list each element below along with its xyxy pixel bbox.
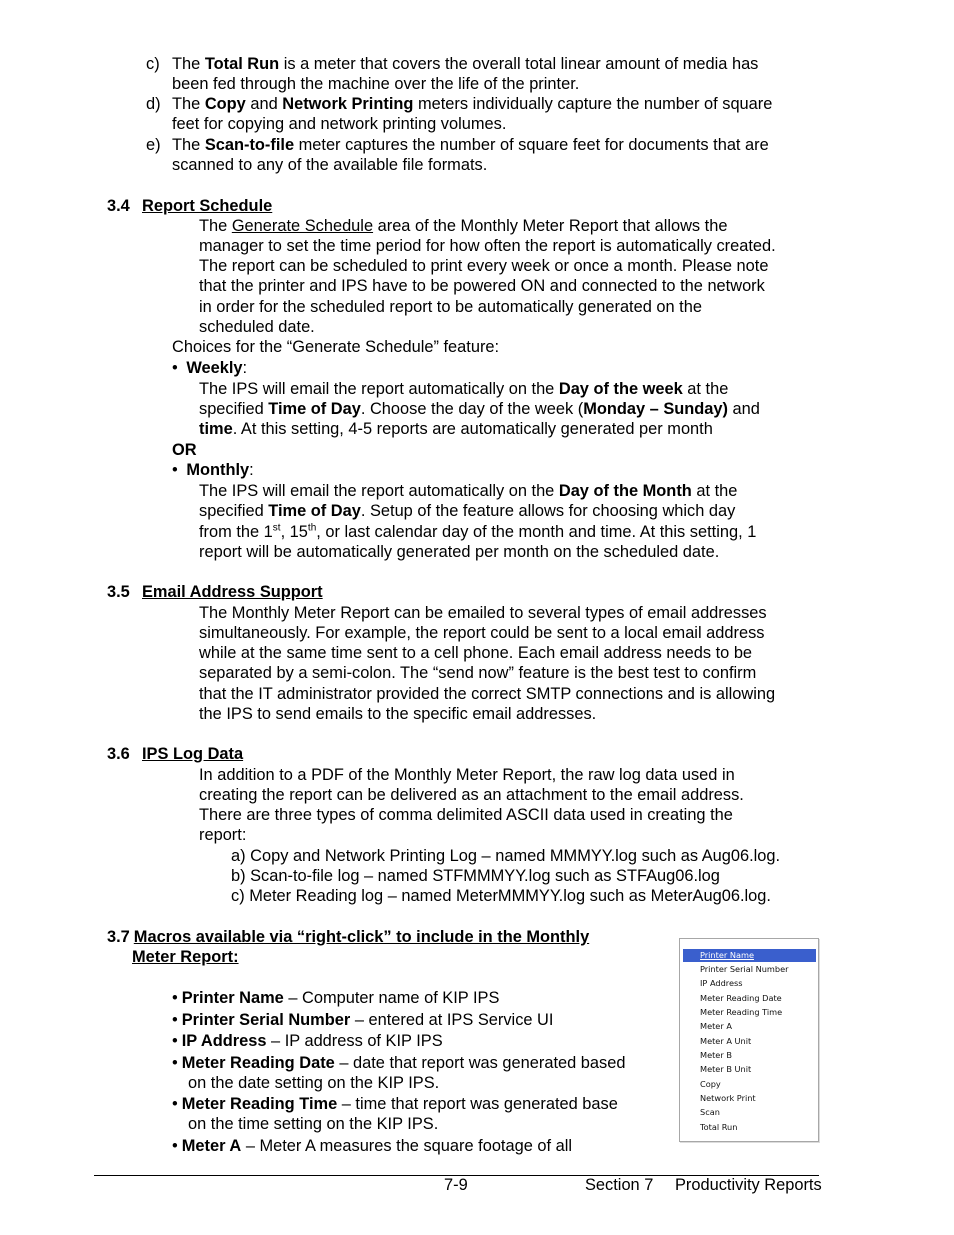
paragraph-line: simultaneously. For example, the report could be sent to a local email address	[199, 624, 765, 642]
paragraph-line: that the printer and IPS have to be powered ON and connected to the network	[199, 277, 765, 295]
macro-item: • IP Address – IP address of KIP IPS	[172, 1032, 443, 1050]
section-title: IPS Log Data	[142, 745, 244, 763]
choices-intro: Choices for the “Generate Schedule” feature:	[172, 338, 500, 356]
bullet-weekly: • Weekly:	[172, 359, 248, 377]
section-title: 3.7 Macros available via “right-click” to include in the Monthly	[107, 928, 590, 946]
footer-title: Productivity Reports	[675, 1176, 822, 1194]
weekly-line: The IPS will email the report automatically on the Day of the week at the	[199, 380, 729, 398]
menu-item-meter-b-unit[interactable]: Meter B Unit	[700, 1064, 752, 1074]
menu-item-printer-serial-number[interactable]: Printer Serial Number	[700, 964, 789, 974]
or-label: OR	[172, 441, 197, 459]
macro-item: • Meter A – Meter A measures the square footage of all	[172, 1137, 573, 1155]
paragraph-line: The Monthly Meter Report can be emailed to several types of email addresses	[199, 604, 767, 622]
weekly-line: time. At this setting, 4-5 reports are automatically generated per month	[199, 420, 713, 438]
weekly-line: specified Time of Day. Choose the day of the week (Monday – Sunday) and	[199, 400, 760, 418]
menu-item-meter-a-unit[interactable]: Meter A Unit	[700, 1036, 752, 1046]
footer-section: Section 7	[585, 1176, 654, 1194]
menu-item-meter-b[interactable]: Meter B	[700, 1050, 732, 1060]
paragraph-line: while at the same time sent to a cell phone. Each email address needs to be	[199, 644, 753, 662]
macro-item-cont: on the date setting on the KIP IPS.	[188, 1074, 440, 1092]
log-item: c) Meter Reading log – named MeterMMMYY.log such as MeterAug06.log.	[231, 887, 771, 905]
monthly-line: report will be automatically generated per month on the scheduled date.	[199, 543, 720, 561]
menu-item-ip-address[interactable]: IP Address	[700, 978, 743, 988]
paragraph-line: scheduled date.	[199, 318, 315, 336]
paragraph-line: The Generate Schedule area of the Monthly Meter Report that allows the	[199, 217, 728, 235]
monthly-line: from the 1st, 15th, or last calendar day of the month and time. At this setting, 1	[199, 522, 757, 541]
paragraph-line: in order for the scheduled report to be automatically generated on the	[199, 298, 702, 316]
macro-item: • Meter Reading Time – time that report was generated base	[172, 1095, 618, 1113]
section-title: Report Schedule	[142, 197, 273, 215]
macro-item: • Meter Reading Date – date that report was generated based	[172, 1054, 626, 1072]
bullet-dot: •	[172, 461, 178, 479]
menu-item-total-run[interactable]: Total Run	[700, 1122, 738, 1132]
bullet-monthly: • Monthly:	[172, 461, 254, 479]
paragraph-line: creating the report can be delivered as an attachment to the email address.	[199, 786, 744, 804]
menu-item-meter-reading-date[interactable]: Meter Reading Date	[700, 993, 782, 1003]
menu-item-meter-reading-time[interactable]: Meter Reading Time	[700, 1007, 783, 1017]
section-number: 3.5	[107, 583, 130, 601]
menu-item-network-print[interactable]: Network Print	[700, 1093, 756, 1103]
menu-item-printer-name[interactable]: Printer Name	[683, 949, 816, 962]
paragraph-line: The report can be scheduled to print every week or once a month. Please note	[199, 257, 769, 275]
monthly-line: specified Time of Day. Setup of the feature allows for choosing which day	[199, 502, 736, 520]
menu-item-scan[interactable]: Scan	[700, 1107, 720, 1117]
section-number: 3.6	[107, 745, 130, 763]
section-number: 3.4	[107, 197, 130, 215]
paragraph-line: In addition to a PDF of the Monthly Meter Report, the raw log data used in	[199, 766, 735, 784]
log-item: a) Copy and Network Printing Log – named MMMYY.log such as Aug06.log.	[231, 847, 781, 865]
page-number: 7-9	[444, 1176, 468, 1194]
paragraph-line: the IPS to send emails to the specific email addresses.	[199, 705, 597, 723]
menu-item-meter-a[interactable]: Meter A	[700, 1021, 732, 1031]
paragraph-line: manager to set the time period for how often the report is automatically created.	[199, 237, 776, 255]
paragraph-line: report:	[199, 826, 247, 844]
log-item: b) Scan-to-file log – named STFMMMYY.log such as STFAug06.log	[231, 867, 720, 885]
section-title-cont: Meter Report:	[132, 948, 239, 966]
macro-item: • Printer Name – Computer name of KIP IPS	[172, 989, 500, 1007]
menu-item-copy[interactable]: Copy	[700, 1079, 721, 1089]
paragraph-line: separated by a semi-colon. The “send now” feature is the best test to confirm	[199, 664, 757, 682]
macro-context-menu	[679, 938, 819, 1142]
macro-item: • Printer Serial Number – entered at IPS Service UI	[172, 1011, 554, 1029]
bullet-dot: •	[172, 359, 178, 377]
paragraph-line: There are three types of comma delimited ASCII data used in creating the	[199, 806, 733, 824]
monthly-line: The IPS will email the report automatically on the Day of the Month at the	[199, 482, 738, 500]
macro-item-cont: on the time setting on the KIP IPS.	[188, 1115, 439, 1133]
paragraph-line: that the IT administrator provided the correct SMTP connections and is allowing	[199, 685, 776, 703]
section-title: Email Address Support	[142, 583, 323, 601]
